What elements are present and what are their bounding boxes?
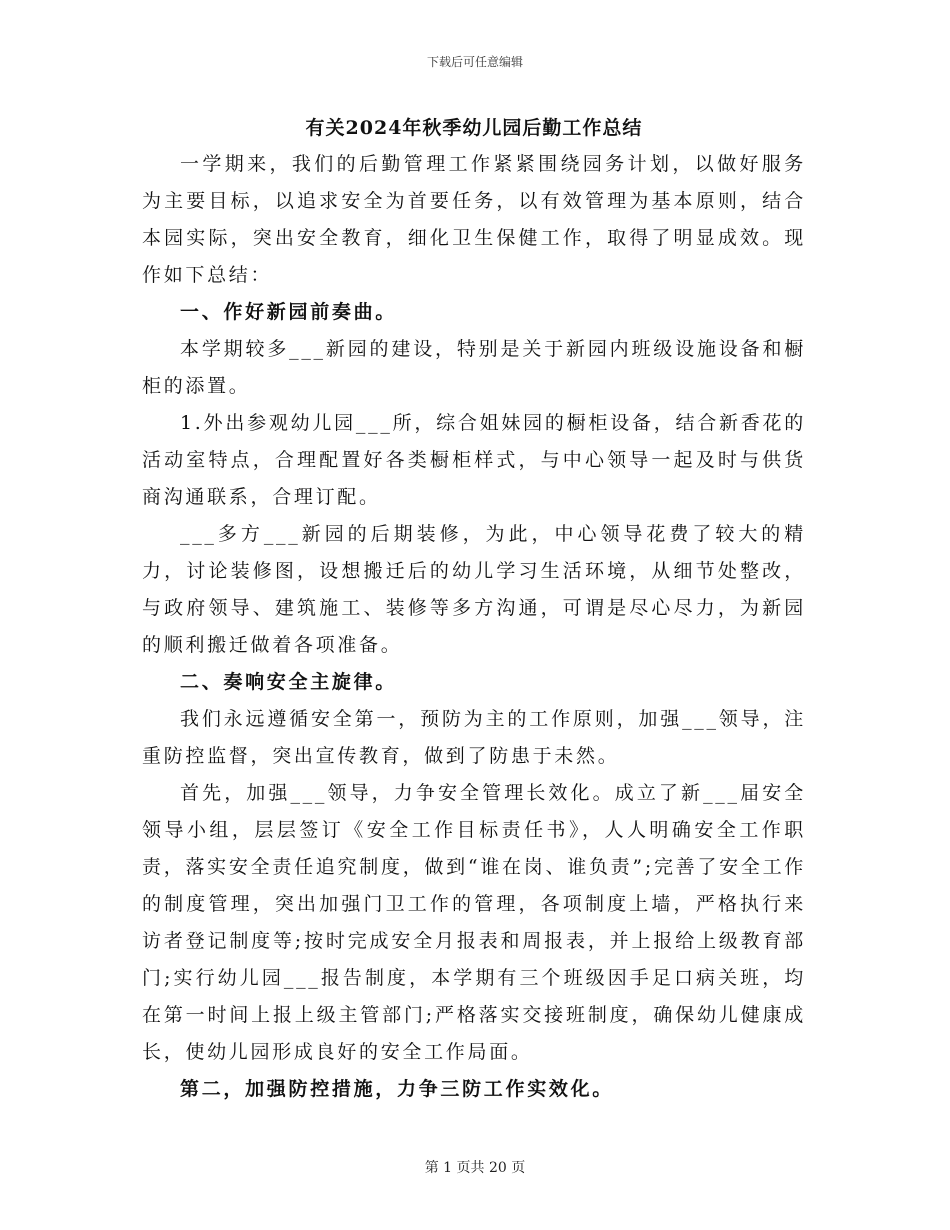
paragraph-intro: 一学期来，我们的后勤管理工作紧紧围绕园务计划，以做好服务为主要目标，以追求安全为首要任务，以有效管理为基本原则，结合本园实际，突出安全教育，细化卫生保健工作，取得了明显成效。现作如下总结： bbox=[142, 153, 806, 286]
page-header-note: 下载后可任意编辑 bbox=[426, 55, 523, 69]
paragraph: ___多方___新园的后期装修，为此，中心领导花费了较大的精力，讨论装修图，设想搬迁后的幼儿学习生活环境，从细节处整改，与政府领导、建筑施工、装修等多方沟通，可谓是尽心尽力，为新园的顺利搬迁做着各项准备。 bbox=[142, 523, 806, 656]
document-body bbox=[142, 110, 806, 1108]
subsection-heading: 第二，加强防控措施，力争三防工作实效化。 bbox=[180, 1078, 615, 1100]
section-heading-1: 一、作好新园前奏曲。 bbox=[180, 301, 398, 323]
paragraph: 1.外出参观幼儿园___所，综合姐妹园的橱柜设备，结合新香花的活动室特点，合理配置好各类橱柜样式，与中心领导一起及时与供货商沟通联系，合理订配。 bbox=[142, 412, 806, 508]
section-heading-2: 二、奏响安全主旋律。 bbox=[180, 671, 398, 693]
page-footer: 第 1 页共 20 页 bbox=[424, 1160, 526, 1176]
paragraph: 首先，加强___领导，力争安全管理长效化。成立了新___届安全领导小组，层层签订《安全工作目标责任书》，人人明确安全工作职责，落实安全责任追究制度，做到“谁在岗、谁负责”;完善了安全工作的制度管理，突出加强门卫工作的管理，各项制度上墙，严格执行来访者登记制度等;按时完成安全月报表和周报表，并上报给上级教育部门;实行幼儿园___报告制度，本学期有三个班级因手足口病关班，均在第一时间上报上级主管部门;严格落实交接班制度，确保幼儿健康成长，使幼儿园形成良好的安全工作局面。 bbox=[142, 782, 806, 1063]
document-title: 有关2024年秋季幼儿园后勤工作总结 bbox=[305, 117, 643, 139]
paragraph: 本学期较多___新园的建设，特别是关于新园内班级设施设备和橱柜的添置。 bbox=[142, 338, 806, 397]
paragraph: 我们永远遵循安全第一，预防为主的工作原则，加强___领导，注重防控监督，突出宣传教育，做到了防患于未然。 bbox=[142, 708, 806, 767]
